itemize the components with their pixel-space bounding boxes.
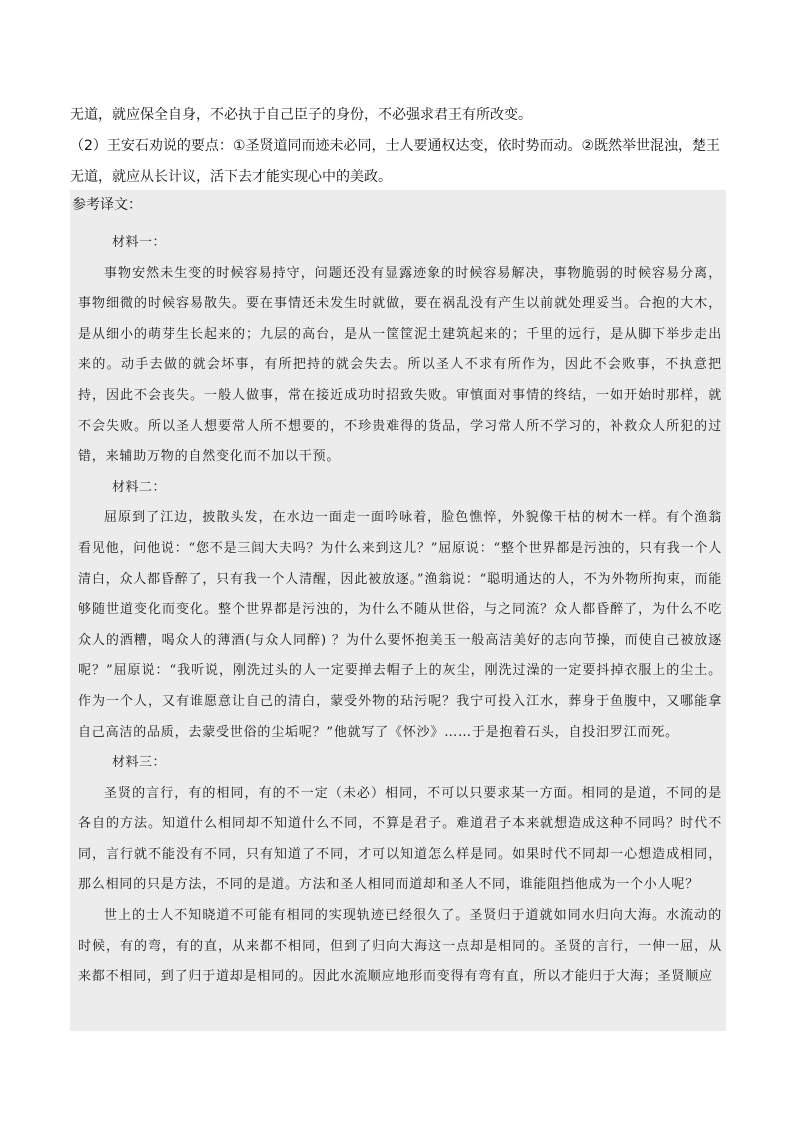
material-1-heading: 材料一：	[112, 235, 167, 250]
material-2-heading: 材料二：	[112, 479, 167, 495]
answer-section	[70, 100, 730, 193]
material-1-paragraph: 事物安然未生变的时候容易持守，问题还没有显露迹象的时候容易解决，事物脆弱的时候容易分离，事物细微的时候容易散失。要在事情还未发生时就做，要在祸乱没有产生以前就处理妥当。合抱的大木，是从细小的萌芽生长起来的；九层的高台，是从一筐筐泥土建筑起来的；千里的远行，是从脚下举步走出来的。动手去做的就会坏事，有所把持的就会失去。所以圣人不求有所作为，因此不会败事，不执意把持，因此不会丧失。一般人做事，常在接近成功时招致失败。审慎面对事情的终结，一如开始时那样，就不会失败。所以圣人想要常人所不想要的，不珍贵难得的货品，学习常人所不学习的，补救众人所犯的过错，来辅助万物的自然变化而不加以干预。	[78, 265, 722, 465]
material-2-paragraph: 屈原到了江边，披散头发，在水边一面走一面吟咏着，脸色憔悴，外貌像干枯的树木一样。有个渔翁看见他，问他说：“您不是三闾大夫吗？为什么来到这儿？”屈原说：“整个世界都是污浊的，只有我一个人清白，众人都昏醉了，只有我一个人清醒，因此被放逐。”渔翁说：“聪明通达的人，不为外物所拘束，而能够随世道变化而变化。整个世界都是污浊的，为什么不随从世俗，与之同流？众人都昏醉了，为什么不吃众人的酒糟，喝众人的薄酒(与众人同醉) ？为什么要怀抱美玉一般高洁美好的志向节操，而使自己被放逐呢？”屈原说：“我听说，刚洗过头的人一定要掸去帽子上的灰尘，刚洗过澡的一定要抖掉衣服上的尘土。作为一个人，又有谁愿意让自己的清白，蒙受外物的玷污呢？我宁可投入江水，葬身于鱼腹中，又哪能拿自己高洁的品质，去蒙受世俗的尘垢呢？”他就写了《怀沙》……于是抱着石头，自投汨罗江而死。	[78, 510, 722, 740]
answer-line-1: 无道，就应保全自身，不必执于自己臣子的身份，不必强求君王有所改变。	[70, 107, 532, 123]
material-3-paragraph-1: 圣贤的言行，有的相同，有的不一定（未必）相同，不可以只要求某一方面。相同的是道，不同的是各自的方法。知道什么相同却不知道什么不同，不算是君子。难道君子本来就想造成这种不同吗？时代不同，言行就不能没有不同，只有知道了不同，才可以知道怎么样是同。如果时代不同却一心想造成相同，那么相同的只是方法，不同的是道。方法和圣人相同而道却和圣人不同，谁能阻挡他成为一个小人呢？	[78, 785, 722, 893]
material-3-heading: 材料三：	[112, 755, 167, 771]
material-3-paragraph-2: 世上的士人不知晓道不可能有相同的实现轨迹已经很久了。圣贤归于道就如同水归向大海。水流动的时候，有的弯，有的直，从来都不相同，但到了归向大海这一点却是相同的。圣贤的言行，一伸一屈，从来都不相同，到了归于道却是相同的。因此水流顺应地形而变得有弯有直，所以才能归于大海；圣贤顺应	[78, 908, 722, 985]
answer-line-2: （2）王安石劝说的要点：①圣贤道同而迹未必同，士人要通权达变，依时势而动。②既然举世混浊，楚王无道，就应从长计议，活下去才能实现心中的美政。	[70, 138, 721, 185]
reference-translation-label: 参考译文：	[70, 190, 726, 221]
reference-translation-block	[70, 221, 726, 1031]
